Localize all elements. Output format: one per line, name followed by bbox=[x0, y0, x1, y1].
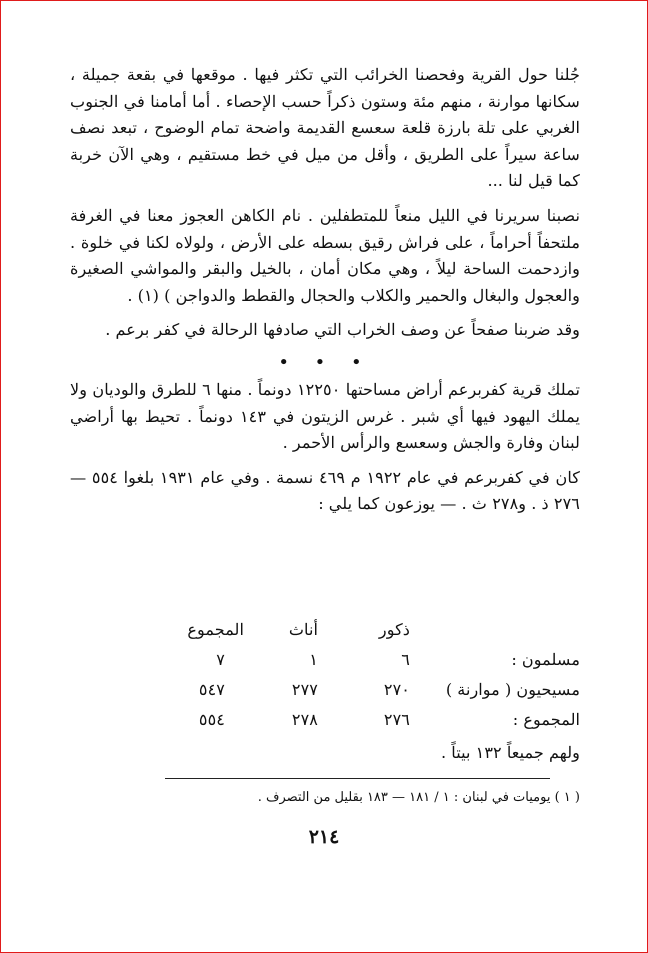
table-header-row bbox=[140, 620, 580, 650]
row-label: مسيحيون ( موارنة ) bbox=[445, 680, 580, 699]
row-label: مسلمون : bbox=[511, 650, 580, 669]
header-total: المجموع bbox=[187, 620, 244, 639]
footnote: ( ١ ) يوميات في لبنان : ١ / ١٨١ — ١٨٣ بقليل من التصرف . bbox=[257, 790, 580, 805]
page-number: ٢١٤ bbox=[308, 826, 340, 848]
row-total: ٥٥٤ bbox=[198, 710, 225, 729]
page-body bbox=[70, 60, 580, 526]
table-row bbox=[140, 710, 580, 740]
row-female: ٢٧٨ bbox=[291, 710, 318, 729]
row-label: المجموع : bbox=[512, 710, 580, 729]
row-total: ٥٤٧ bbox=[198, 680, 225, 699]
row-male: ٦ bbox=[401, 650, 410, 669]
table-row bbox=[140, 650, 580, 680]
population-table bbox=[140, 620, 580, 740]
row-female: ٢٧٧ bbox=[291, 680, 318, 699]
houses-note: ولهم جميعاً ١٣٢ بيتاً . bbox=[440, 743, 580, 762]
row-female: ١ bbox=[309, 650, 318, 669]
row-total: ٧ bbox=[216, 650, 225, 669]
section-separator: • • • bbox=[278, 351, 372, 373]
row-male: ٢٧٠ bbox=[383, 680, 410, 699]
paragraph-4: تملك قرية كفربرعم أراض مساحتها ١٢٢٥٠ دونماً . منها ٦ للطرق والوديان ولا يملك اليهود فيها أي شبر . غرس الزيتون في ١٤٣ دونماً . تحيط بها أراضي لبنان وفارة والجش وسعسع والرأس الأحمر . bbox=[70, 379, 581, 453]
paragraph-1: جُلنا حول القرية وفحصنا الخرائب التي تكثر فيها . موقعها في بقعة جميلة ، سكانها موارنة ، منهم مئة وستون ذكراً حسب الإحصاء . أما أمامنا في الجنوب الغربي على تلة بارزة قلعة سعسع القديمة واضحة تمام الوضوح ، تبعد نصف ساعة سيراً على الطريق ، وأقل من ميل في خط مستقيم ، وهي الآن خربة كما قيل لنا ... bbox=[70, 65, 580, 191]
footnote-divider bbox=[165, 778, 550, 779]
header-male: ذكور bbox=[378, 620, 410, 639]
paragraph-3: وقد ضربنا صفحاً عن وصف الخراب التي صادفها الرحالة في كفر برعم . bbox=[105, 320, 580, 340]
row-male: ٢٧٦ bbox=[383, 710, 410, 729]
paragraph-5: كان في كفربرعم في عام ١٩٢٢ م ٤٦٩ نسمة . وفي عام ١٩٣١ بلغوا ٥٥٤ — ٢٧٦ ذ . و٢٧٨ ث . — يوزعون كما يلي : bbox=[70, 467, 580, 514]
table-row bbox=[140, 680, 580, 710]
paragraph-2: نصبنا سريرنا في الليل منعاً للمتطفلين . نام الكاهن العجوز معنا في الغرفة ملتحفاً أحراماً ، على فراش رقيق بسطه على الأرض ، ولولاه لكنا في خلوة . وازدحمت الساحة ليلاً ، وهي مكان أمان ، بالخيل والبقر والمواشي الصغيرة والعجول والبغال والحمير والكلاب والحجال والقطط والدواجن ) (١) . bbox=[70, 205, 580, 305]
header-female: أناث bbox=[288, 620, 318, 639]
